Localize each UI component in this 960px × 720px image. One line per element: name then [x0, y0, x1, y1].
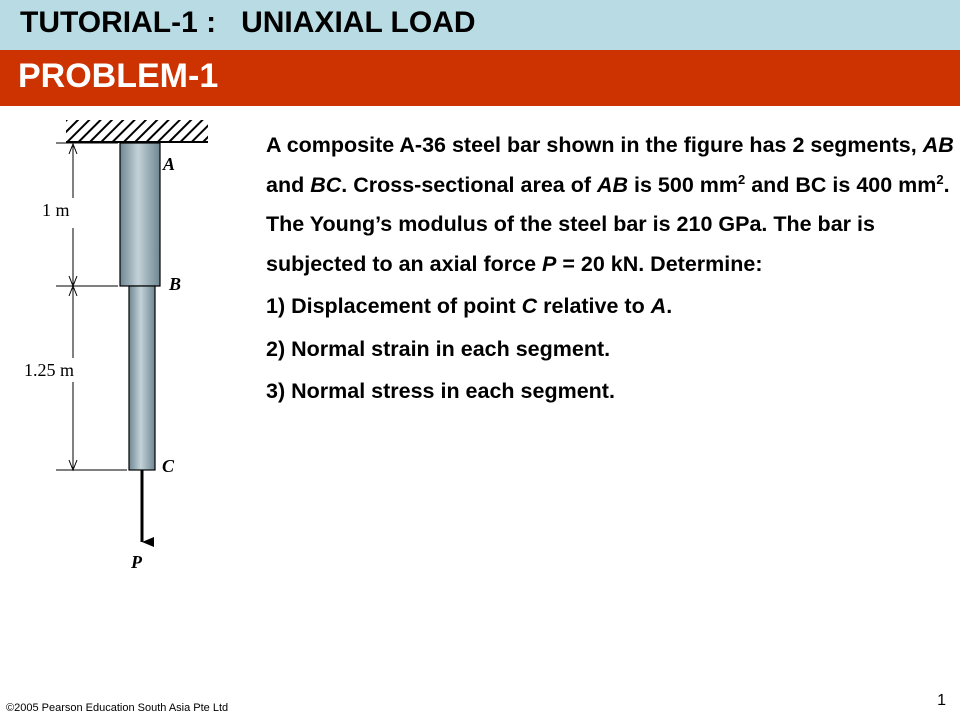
problem-title: PROBLEM-1 — [18, 57, 219, 95]
bar-diagram — [0, 106, 260, 586]
segment-ab — [120, 143, 160, 286]
question-1: 1) Displacement of point C relative to A. — [266, 294, 673, 318]
label-length-bc: 1.25 m — [24, 360, 75, 380]
problem-statement — [266, 126, 956, 412]
label-point-b: B — [169, 274, 182, 294]
fixed-support — [66, 120, 208, 142]
label-length-ab: 1 m — [42, 200, 70, 220]
bar-figure — [0, 106, 260, 586]
label-point-c: C — [162, 456, 175, 476]
question-2: 2) Normal strain in each segment. — [266, 336, 611, 361]
segment-bc — [129, 286, 155, 470]
label-point-a: A — [163, 154, 176, 174]
question-3: 3) Normal stress in each segment. — [266, 379, 615, 403]
page-number: 1 — [937, 692, 946, 709]
label-force-p: P — [131, 552, 142, 572]
copyright-notice: ©2005 Pearson Education South Asia Pte Ltd — [6, 702, 229, 714]
tutorial-title: TUTORIAL-1 : UNIAXIAL LOAD — [20, 6, 476, 39]
problem-description: A composite A-36 steel bar shown in the figure has 2 segments, AB and BC. Cross-sectional area of AB is 500 $mm^2$ and BC is 400 $mm^2$. The Young’s modulus of the steel bar is 210 GPa. The bar is subjected to an axial force P = 20 kN. Determine: — [266, 133, 954, 276]
